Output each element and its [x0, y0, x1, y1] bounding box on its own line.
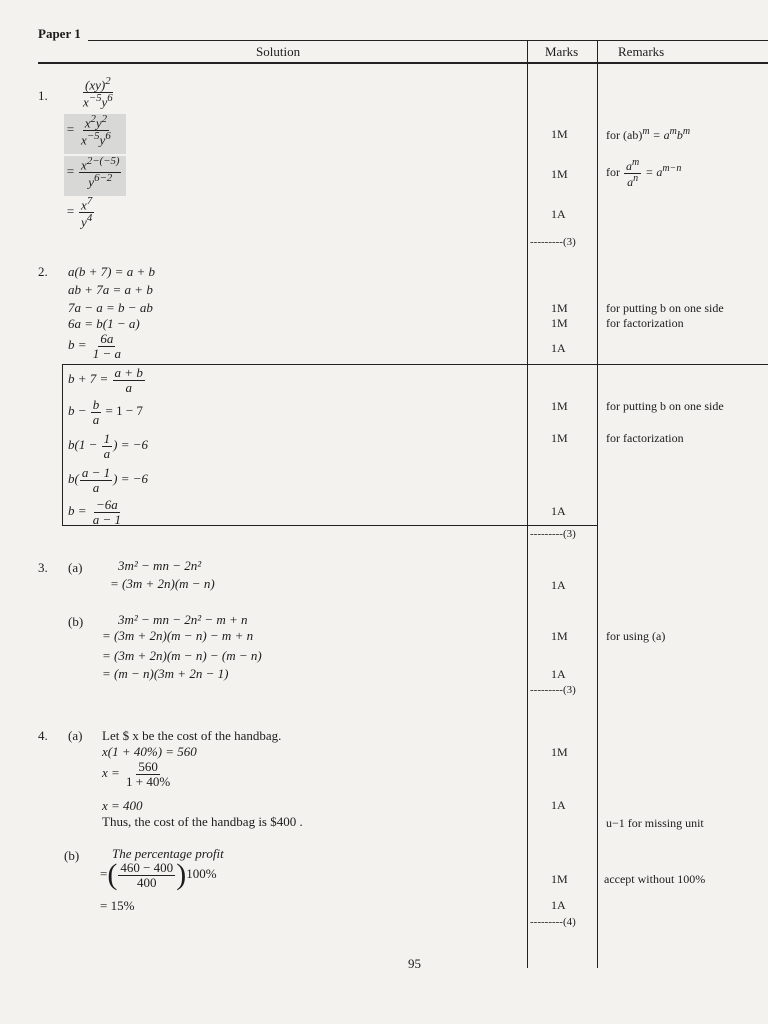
q4-a-line-2: x(1 + 40%) = 560 — [102, 744, 197, 759]
header-top-rule — [88, 40, 768, 41]
q4-b-remark: accept without 100% — [604, 872, 706, 886]
q3-b-remark: for using (a) — [606, 629, 666, 643]
q2-alt-line-2-rhs: = 1 − 7 — [105, 403, 143, 419]
q1-remark-1-label: for (ab) — [606, 128, 643, 142]
q2-alt-box-left — [62, 364, 63, 526]
q4-b-frac-denominator: 400 — [137, 874, 157, 890]
q1-step-1: $\frac{(xy)^2}{x^{-5}y^6}$ — [83, 75, 113, 110]
q2-mark-a-2: 1M — [551, 316, 568, 330]
q4-a-frac-numerator: 560 — [138, 759, 158, 774]
q1-remark-2-label: for — [606, 164, 620, 179]
q4-b-line-2: =( $\frac{460 - 400}{400}$ )100% — [100, 858, 217, 891]
q2-alt-box-top — [62, 364, 768, 365]
q4-a-line-1: Let $ x be the cost of the handbag. — [102, 728, 282, 743]
q1-step-2: = $\frac{x^2y^2}{x^{-5}y^6}$ — [66, 113, 111, 148]
q2-mark-b-1: 1M — [551, 399, 568, 413]
column-header-solution: Solution — [256, 44, 301, 59]
q2-alt-line-4: b( $\frac{a - 1}{a}$ ) = −6 — [68, 465, 148, 495]
q2-remark-b-1: for putting b on one side — [606, 399, 724, 413]
q1-mark-2: 1M — [551, 167, 568, 181]
q2-remark-a-1: for putting b on one side — [606, 301, 724, 315]
q4-part-b-label: (b) — [64, 848, 80, 863]
q4-b-mark-1: 1M — [551, 872, 568, 886]
q4-total: ---------(4) — [530, 916, 576, 928]
column-header-marks: Marks — [545, 44, 579, 59]
q2-remark-a-2: for factorization — [606, 316, 684, 330]
q2-mark-a-1: 1M — [551, 301, 568, 315]
q4-b-percent: 100% — [186, 865, 217, 881]
q4-a-frac-denominator: 1 + 40% — [126, 773, 171, 789]
q4-a-mark-1: 1M — [551, 745, 568, 759]
q2-total: ---------(3) — [530, 528, 576, 540]
q4-b-line-3: = 15% — [100, 898, 135, 913]
q3-total: ---------(3) — [530, 684, 576, 696]
q2-alt-box-bottom — [62, 525, 597, 526]
q3-b-line-4: = (m − n)(3m + 2n − 1) — [102, 666, 229, 681]
q1-mark-1: 1M — [551, 127, 568, 141]
q3-b-mark-1: 1M — [551, 629, 568, 643]
q2-alt-line-1: b + 7 = $\frac{a + b}{a}$ — [68, 365, 143, 395]
q1-total: ---------(3) — [530, 236, 576, 248]
q3-b-mark-2: 1A — [551, 667, 566, 681]
q2-alt-line-3: b(1 − $\frac{1}{a}$ ) = −6 — [68, 431, 148, 461]
marks-column-left-rule — [527, 40, 528, 968]
q2-line-2: ab + 7a = a + b — [68, 282, 153, 297]
q4-part-a-label: (a) — [68, 728, 83, 743]
q1-step-4: = $\frac{x^7}{y^4}$ — [66, 195, 93, 230]
q3-a-mark: 1A — [551, 578, 566, 592]
q4-b-frac-numerator: 460 − 400 — [120, 859, 174, 875]
q4-a-mark-2: 1A — [551, 798, 566, 812]
q2-line-3: 7a − a = b − ab — [68, 300, 153, 315]
q3-part-b-label: (b) — [68, 614, 84, 629]
q4-b-line-1: The percentage profit — [112, 846, 224, 861]
q2-line-1: a(b + 7) = a + b — [68, 264, 155, 279]
q2-remark-b-2: for factorization — [606, 431, 684, 445]
q3-a-line-1: 3m² − mn − 2n² — [118, 558, 202, 573]
q3-a-line-2: = (3m + 2n)(m − n) — [110, 576, 215, 591]
q4-a-line-3: x = $\frac{560}{1 + 40\%}$ — [102, 759, 171, 789]
q2-mark-b-3: 1A — [551, 504, 566, 518]
q2-line-5: b = $\frac{6a}{1 - a}$ — [68, 331, 122, 361]
q1-step-3: = $\frac{x^{2-(-5)}}{y^{6-2}}$ — [66, 155, 120, 190]
q4-a-line-5: Thus, the cost of the handbag is $400 . — [102, 814, 303, 829]
q4-a-remark: u−1 for missing unit — [606, 816, 704, 830]
q1-mark-3: 1A — [551, 207, 566, 221]
q2-alt-line-5: b = $\frac{-6a}{a - 1}$ — [68, 497, 122, 527]
column-header-remarks: Remarks — [618, 44, 665, 59]
q3-b-line-2: = (3m + 2n)(m − n) − m + n — [102, 628, 254, 643]
q2-alt-line-2: b − $\frac{b}{a}$ = 1 − 7 — [68, 397, 143, 427]
q1-remark-1: for $(ab)^m = a^mb^m$ — [606, 126, 691, 142]
q2-line-4: 6a = b(1 − a) — [68, 316, 140, 331]
q4-a-line-4: x = 400 — [102, 798, 143, 813]
q3-b-line-1: 3m² − mn − 2n² − m + n — [118, 612, 248, 627]
q2-mark-b-2: 1M — [551, 431, 568, 445]
q3-part-a-label: (a) — [68, 560, 83, 575]
page-number: 95 — [408, 956, 421, 971]
header-bottom-rule — [38, 62, 768, 64]
q3-b-line-3: = (3m + 2n)(m − n) − (m − n) — [102, 648, 262, 663]
q4-b-mark-2: 1A — [551, 898, 566, 912]
paper-label: Paper 1 — [38, 26, 81, 41]
q1-remark-2: for $\frac{a^m}{a^n}$ = $a^{m-n}$ — [606, 157, 682, 189]
q1-number: 1. — [38, 88, 48, 103]
marks-column-right-rule — [597, 40, 598, 968]
q2-mark-a-3: 1A — [551, 341, 566, 355]
q3-number: 3. — [38, 560, 48, 575]
q4-number: 4. — [38, 728, 48, 743]
q2-number: 2. — [38, 264, 48, 279]
